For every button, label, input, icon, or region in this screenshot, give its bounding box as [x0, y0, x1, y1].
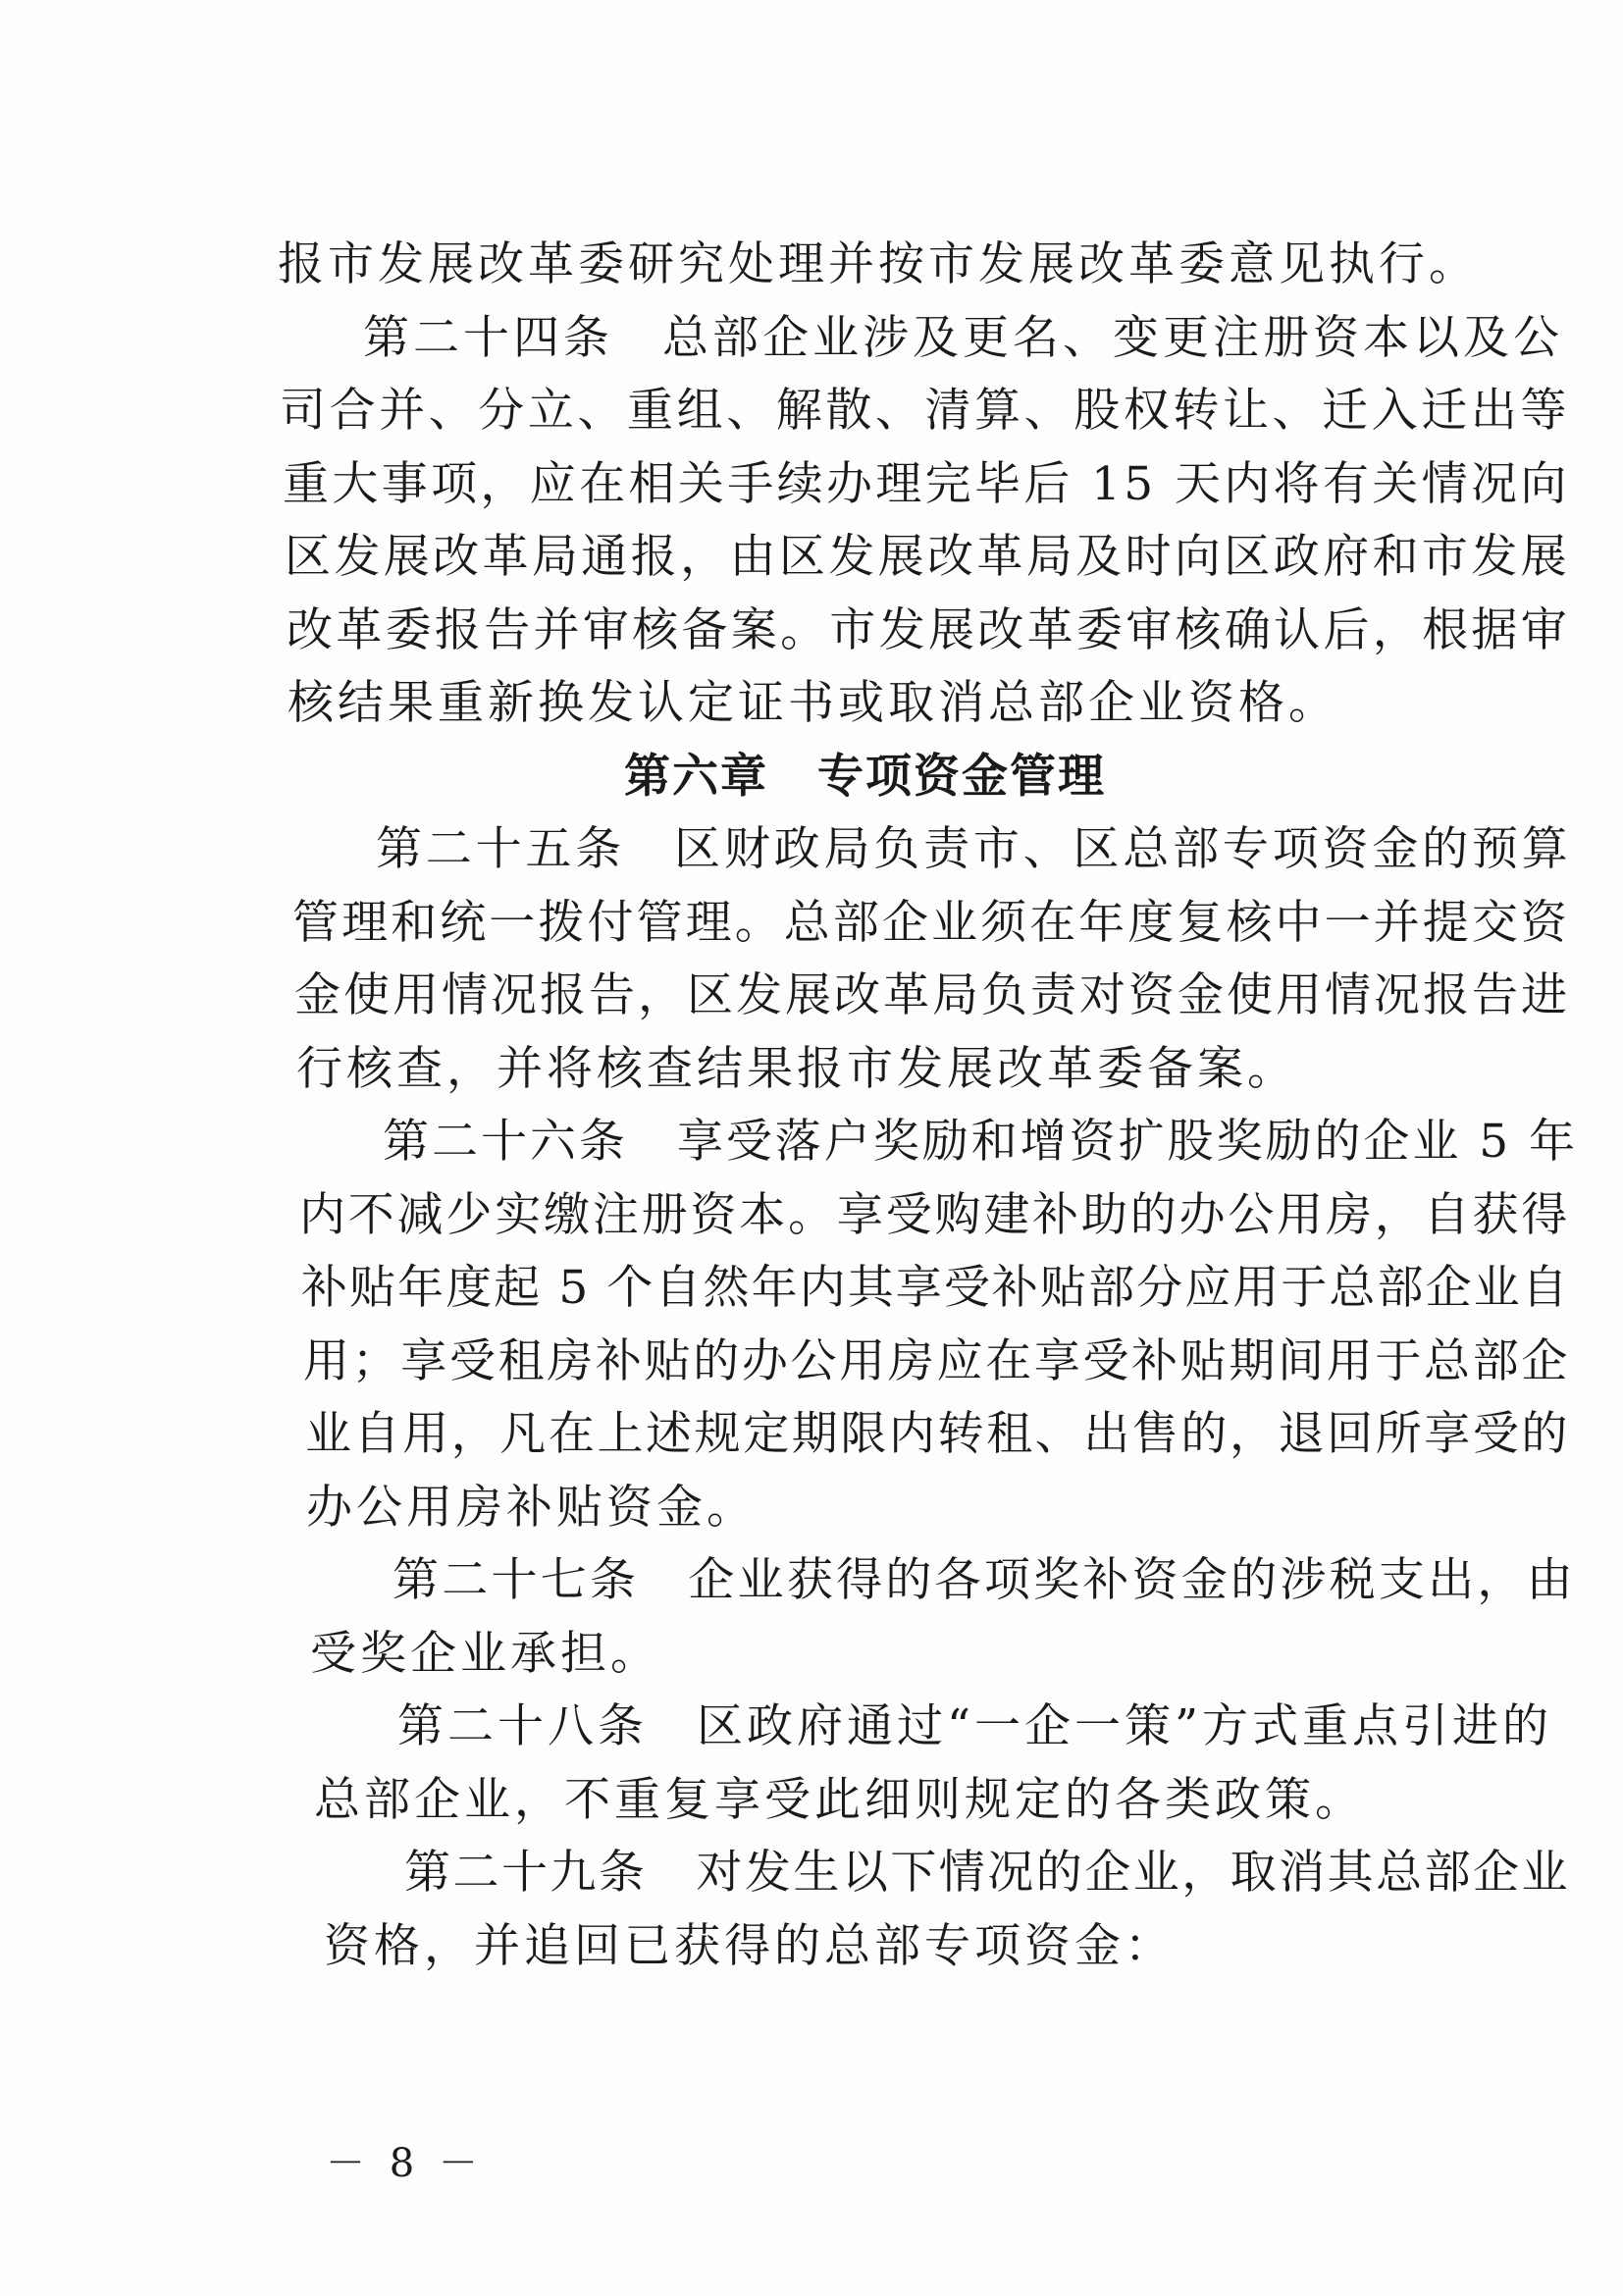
text-line: 金使用情况报告，区发展改革局负责对资金使用情况报告进: [294, 968, 1570, 1022]
text-line: 业自用，凡在上述规定期限内转租、出售的，退回所享受的: [305, 1407, 1570, 1461]
article-number: 第二十六条: [383, 1115, 628, 1169]
text-line: 受奖企业承担。: [310, 1627, 660, 1681]
article-text: 对发生以下情况的企业，取消其总部企业: [696, 1846, 1571, 1900]
article-text: 享受落户奖励和增资扩股奖励的企业 5 年: [676, 1115, 1579, 1169]
text-line: 重大事项，应在相关手续办理完毕后 15 天内将有关情况向: [283, 457, 1570, 511]
text-line: 内不减少实缴注册资本。享受购建补助的办公用房，自获得: [299, 1188, 1570, 1242]
article-28: [397, 1697, 1552, 1756]
article-number: 第二十九条: [404, 1846, 648, 1900]
article-25: [376, 820, 1572, 879]
text-line: 补贴年度起 5 个自然年内其享受补贴部分应用于总部企业自: [301, 1261, 1570, 1315]
text-line: 用；享受租房补贴的办公用房应在享受补贴期间用于总部企: [303, 1334, 1570, 1388]
article-29: [404, 1844, 1570, 1903]
text-line: 管理和统一拨付管理。总部企业须在年度复核中一并提交资: [292, 896, 1570, 950]
article-26: [383, 1113, 1578, 1172]
article-text: 总部企业涉及更名、变更注册资本以及公: [662, 311, 1563, 365]
article-24: [363, 309, 1563, 368]
text-line: 报市发展改革委研究处理并按市发展改革委意见执行。: [278, 237, 1479, 291]
article-number: 第二十七条: [393, 1553, 640, 1607]
chapter-number: 第六章: [624, 750, 768, 804]
text-line: 核结果重新换发认定证书或取消总部企业资格。: [288, 676, 1338, 730]
text-line: 资格，并追回已获得的总部专项资金：: [324, 1919, 1175, 1973]
page-number: － 8 －: [326, 2141, 484, 2186]
text-line: 总部企业，不重复享受此细则规定的各类政策。: [314, 1773, 1365, 1827]
chapter-heading: [624, 748, 1106, 807]
article-text: 区政府通过“一企一策”方式重点引进的: [697, 1699, 1553, 1753]
text-line: 司合并、分立、重组、解散、清算、股权转让、迁入迁出等: [280, 384, 1570, 438]
chapter-title: 专项资金管理: [817, 750, 1106, 804]
article-text: 企业获得的各项奖补资金的涉税支出，由: [688, 1553, 1576, 1607]
text-line: 区发展改革局通报，由区发展改革局及时向区政府和市发展: [285, 530, 1570, 584]
article-27: [393, 1551, 1576, 1610]
text-line: 改革委报告并审核备案。市发展改革委审核确认后，根据审: [287, 603, 1570, 657]
article-number: 第二十八条: [397, 1699, 648, 1753]
text-line: 办公用房补贴资金。: [306, 1481, 757, 1535]
text-line: 行核查，并将核查结果报市发展改革委备案。: [296, 1042, 1297, 1096]
article-text: 区财政局负责市、区总部专项资金的预算: [674, 822, 1572, 876]
article-number: 第二十四条: [363, 311, 613, 365]
article-number: 第二十五条: [376, 822, 626, 876]
